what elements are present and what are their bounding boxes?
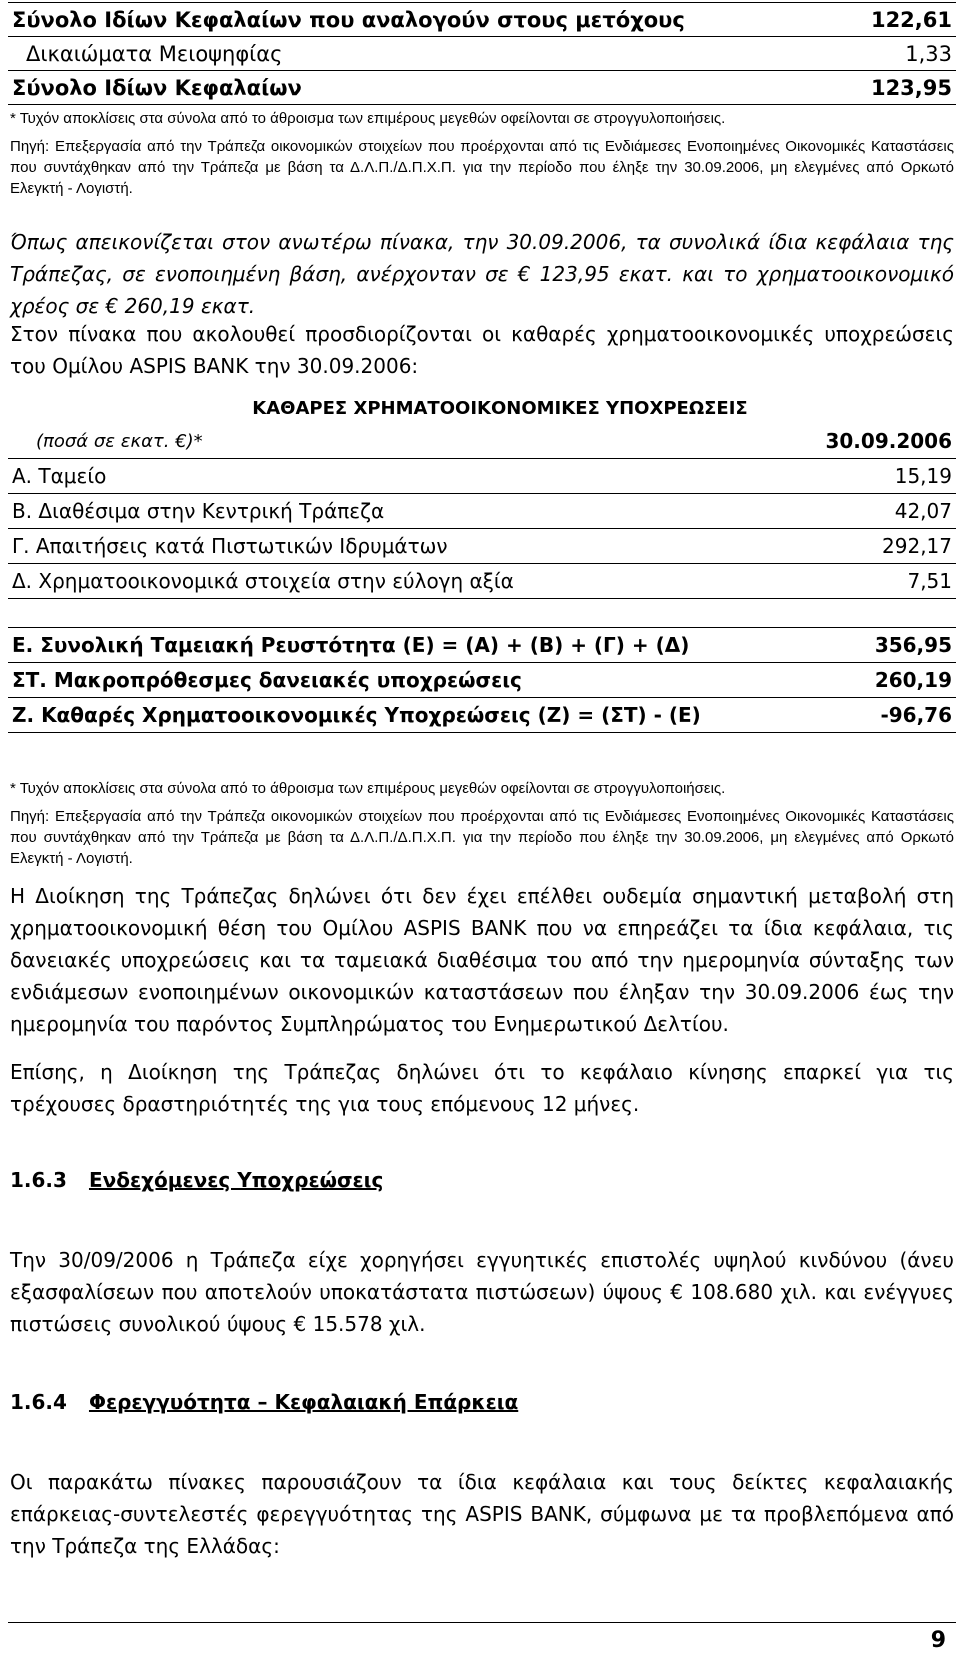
row-value: 15,19: [803, 459, 956, 494]
row-label: ΣΤ. Μακροπρόθεσμες δανειακές υποχρεώσεις: [8, 663, 803, 698]
row-value: 356,95: [803, 628, 956, 663]
paragraph: Την 30/09/2006 η Τράπεζα είχε χορηγήσει εγγυητικές επιστολές υψηλού κινδύνου (άνευ εξασφαλίσεων που αποτελούν υποκατάστατα πιστώσεων) ύψους € 108.680 χιλ. και ενέγγυες πιστώσεις συνολικού ύψους € 15.578 χιλ.: [10, 1248, 954, 1336]
table-title: ΚΑΘΑΡΕΣ ΧΡΗΜΑΤΟΟΙΚΟΝΟΜΙΚΕΣ ΥΠΟΧΡΕΩΣΕΙΣ: [252, 398, 748, 419]
net-debt-table: [8, 424, 956, 733]
section-number: 1.6.4: [10, 1390, 67, 1414]
table-row: [8, 71, 956, 105]
row-label: Σύνολο Ιδίων Κεφαλαίων που αναλογούν στους μετόχους: [8, 3, 846, 37]
table-row: [8, 3, 956, 37]
section-heading: [10, 1168, 383, 1192]
source-note: Πηγή: Επεξεργασία από την Τράπεζα οικονομικών στοιχείων που προέρχονται από τις Ενδιάμεσες Ενοποιημένες Οικονομικές Καταστάσεις που συντάχθηκαν από την Τράπεζα με βάση τα Δ.Λ.Π./Δ.Π.Χ.Π. για την περίοδο που έληξε την 30.09.2006, μη ελεγμένες από Ορκωτό Ελεγκτή - Λογιστή.: [10, 138, 954, 197]
section-title: Ενδεχόμενες Υποχρεώσεις: [88, 1168, 384, 1192]
row-value: 123,95: [846, 71, 956, 105]
row-label: Ζ. Καθαρές Χρηματοοικονομικές Υποχρεώσεις (Ζ) = (ΣΤ) - (Ε): [8, 698, 803, 733]
row-value: -96,76: [803, 698, 956, 733]
row-label: Γ. Απαιτήσεις κατά Πιστωτικών Ιδρυμάτων: [8, 529, 803, 564]
row-label: Β. Διαθέσιμα στην Κεντρική Τράπεζα: [8, 494, 803, 529]
row-label: Σύνολο Ιδίων Κεφαλαίων: [8, 71, 846, 105]
table-row: [8, 663, 956, 698]
row-value: 7,51: [803, 564, 956, 599]
table-row: [8, 564, 956, 599]
row-value: 292,17: [803, 529, 956, 564]
table-row: [8, 494, 956, 529]
table-row: [8, 459, 956, 494]
row-label: Α. Ταμείο: [8, 459, 803, 494]
paragraph: Οι παρακάτω πίνακες παρουσιάζουν τα ίδια κεφάλαια και τους δείκτες κεφαλαιακής επάρκειας-συντελεστές φερεγγυότητας της ASPIS BANK, σύμφωνα με τα προβλεπόμενα από την Τράπεζα της Ελλάδας:: [10, 1470, 954, 1558]
table-header: [8, 424, 956, 459]
row-value: 260,19: [803, 663, 956, 698]
date-header: 30.09.2006: [803, 424, 956, 459]
section-heading: [10, 1390, 518, 1414]
paragraph: Η Διοίκηση της Τράπεζας δηλώνει ότι δεν έχει επέλθει ουδεμία σημαντική μεταβολή στη χρηματοοικονομική θέση του Ομίλου ASPIS BANK που να επηρεάζει τα ίδια κεφάλαια, τις δανειακές υποχρεώσεις και τα ταμειακά διαθέσιμα του από την ημερομηνία σύνταξης των ενδιάμεσων ενοποιημένων οικονομικών καταστάσεων που έληξαν την 30.09.2006 έως την ημερομηνία του παρόντος Συμπληρώματος του Ενημερωτικού Δελτίου.: [10, 884, 954, 1036]
footer-divider: [8, 1622, 956, 1623]
table-row: [8, 529, 956, 564]
table-spacer: [8, 599, 956, 628]
rounding-note: * Τυχόν αποκλίσεις στα σύνολα από το άθροισμα των επιμέρους μεγεθών οφείλονται σε στρογγυλοποιήσεις.: [10, 110, 726, 127]
paragraph: Στον πίνακα που ακολουθεί προσδιορίζονται οι καθαρές χρηματοοικονομικές υποχρεώσεις του Ομίλου ASPIS BANK την 30.09.2006:: [10, 322, 954, 378]
equity-table: [8, 2, 956, 105]
row-value: 1,33: [846, 37, 956, 71]
row-label: Δ. Χρηματοοικονομικά στοιχεία στην εύλογη αξία: [8, 564, 803, 599]
row-label: Ε. Συνολική Ταμειακή Ρευστότητα (Ε) = (Α) + (Β) + (Γ) + (Δ): [8, 628, 803, 663]
section-title: Φερεγγυότητα – Κεφαλαιακή Επάρκεια: [88, 1390, 519, 1414]
table-row: [8, 628, 956, 663]
row-value: 42,07: [803, 494, 956, 529]
paragraph: Όπως απεικονίζεται στον ανωτέρω πίνακα, την 30.09.2006, τα συνολικά ίδια κεφάλαια της Τράπεζας, σε ενοποιημένη βάση, ανέρχονταν σε € 123,95 εκατ. και το χρηματοοικονομικό χρέος σε € 260,19 εκατ.: [10, 230, 954, 318]
rounding-note: * Τυχόν αποκλίσεις στα σύνολα από το άθροισμα των επιμέρους μεγεθών οφείλονται σε στρογγυλοποιήσεις.: [10, 780, 726, 797]
unit-label: (ποσά σε εκατ. €)*: [8, 424, 803, 459]
row-value: 122,61: [846, 3, 956, 37]
source-note: Πηγή: Επεξεργασία από την Τράπεζα οικονομικών στοιχείων που προέρχονται από τις Ενδιάμεσες Ενοποιημένες Οικονομικές Καταστάσεις που συντάχθηκαν από την Τράπεζα με βάση τα Δ.Λ.Π./Δ.Π.Χ.Π. για την περίοδο που έληξε την 30.09.2006, μη ελεγμένες από Ορκωτό Ελεγκτή - Λογιστή.: [10, 808, 954, 867]
row-label: Δικαιώματα Μειοψηφίας: [8, 37, 846, 71]
page-number: 9: [930, 1628, 946, 1653]
table-row: [8, 37, 956, 71]
table-row: [8, 698, 956, 733]
section-number: 1.6.3: [10, 1168, 67, 1192]
paragraph: Επίσης, η Διοίκηση της Τράπεζας δηλώνει ότι το κεφάλαιο κίνησης επαρκεί για τις τρέχουσες δραστηριότητές της για τους επόμενους 12 μήνες.: [10, 1060, 954, 1116]
